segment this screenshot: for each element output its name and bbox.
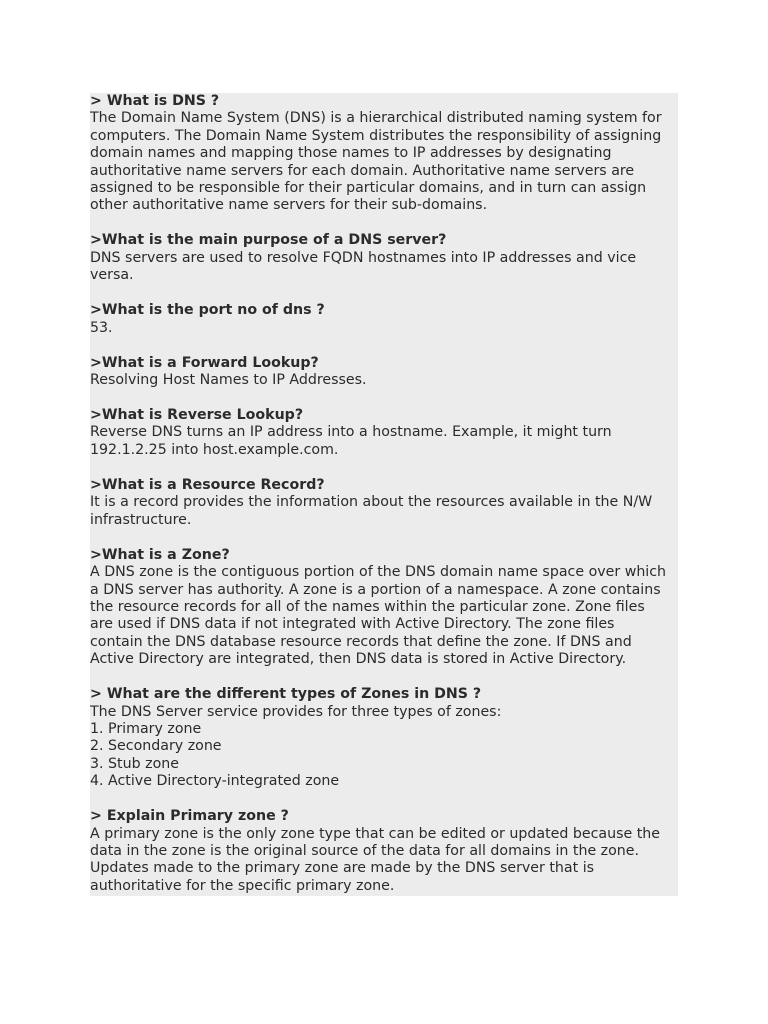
question-heading: >What is a Forward Lookup? — [90, 354, 319, 371]
question-heading: > Explain Primary zone ? — [90, 808, 289, 825]
qa-item-forward-lookup — [90, 355, 678, 390]
qa-item-zone-types — [90, 686, 678, 790]
qa-item-dns-server-purpose — [90, 232, 678, 284]
question-heading: > What are the different types of Zones in DNS ? — [90, 686, 482, 703]
question-heading: >What is the port no of dns ? — [90, 302, 325, 319]
question-heading: >What is a Zone? — [90, 546, 230, 563]
question-heading: >What is a Resource Record? — [90, 476, 325, 493]
qa-item-dns-port — [90, 302, 678, 337]
answer-text: DNS servers are used to resolve FQDN hostnames into IP addresses and vice versa. — [90, 249, 637, 284]
answer-text: It is a record provides the information about the resources available in the N/W infrastructure. — [90, 494, 653, 528]
answer-text: A DNS zone is the contiguous portion of the DNS domain name space over which a DNS server has authority. A zone is a portion of a namespace. A zone contains the resource records for all of the names within the particular zone. Zone files are used if DNS data if not integrated with Active Directory. The zone files contain the DNS database resource records that define the zone. If DNS and Active Directory are integrated, then DNS data is stored in Active Directory. — [90, 564, 667, 668]
qa-item-zone — [90, 547, 678, 669]
qa-item-resource-record — [90, 477, 678, 529]
question-heading: >What is the main purpose of a DNS server? — [90, 232, 447, 249]
answer-text: The DNS Server service provides for three types of zones: 1. Primary zone 2. Secondary zone 3. Stub zone 4. Active Directory-integrated zone — [90, 703, 502, 790]
answer-text: Reverse DNS turns an IP address into a hostname. Example, it might turn 192.1.2.25 into host.example.com. — [90, 424, 612, 458]
answer-text: Resolving Host Names to IP Addresses. — [90, 372, 367, 389]
qa-item-reverse-lookup — [90, 407, 678, 459]
answer-text: 53. — [90, 319, 113, 336]
qa-item-primary-zone — [90, 808, 678, 895]
answer-text: A primary zone is the only zone type that can be edited or updated because the data in the zone is the original source of the data for all domains in the zone. Updates made to the primary zone are made by the DNS server that is authoritative for the specific primary zone. — [90, 825, 661, 894]
answer-text: The Domain Name System (DNS) is a hierarchical distributed naming system for computers. The Domain Name System distributes the responsibility of assigning domain names and mapping those names to IP addresses by designating authoritative name servers for each domain. Authoritative name servers are assigned to be responsible for their particular domains, and in turn can assign other authoritative name servers for their sub-domains. — [90, 110, 662, 214]
question-heading: > What is DNS ? — [90, 93, 220, 109]
document-text-block — [90, 93, 678, 896]
question-heading: >What is Reverse Lookup? — [90, 407, 304, 424]
qa-item-what-is-dns — [90, 93, 678, 215]
